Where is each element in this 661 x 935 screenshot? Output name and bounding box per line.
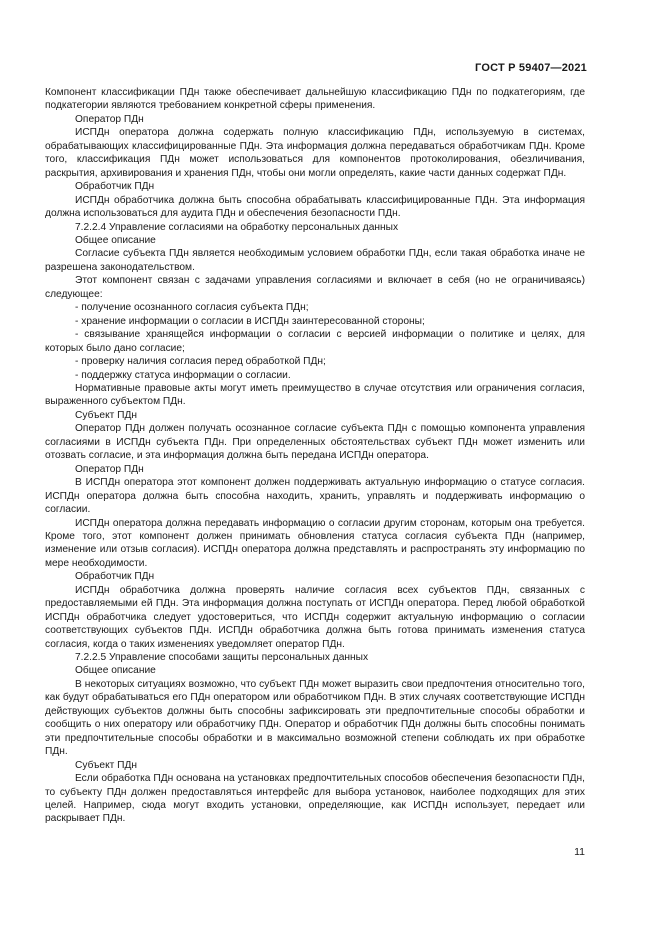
paragraph: ИСПДн обработчика должна проверять наличие согласия всех субъектов ПДн, связанных с предоставляемыми ей ПДн. Эта информация должна поступать от ИСПДн оператора. Перед любой обработкой ИСПДн обработчика следует удостовериться, что ИСПДн содержит актуальную информацию о согласии соответствующих субъектов ПДн. ИСПДн обработчика должна быть готова принимать изменения статуса согласия, когда о таких изменениях уведомляет оператор ПДн.	[45, 584, 585, 650]
paragraph: Обработчик ПДн	[75, 571, 155, 583]
paragraph: В некоторых ситуациях возможно, что субъект ПДн может выразить свои предпочтения относительно того, как будут обрабатываться его ПДн оператором или обработчиком ПДн. В этих случаях соответствующие ИСПДн действующих субъектов должны быть способны зафиксировать эти предпочтительные способы обработки и сообщить о них оператору или обработчику ПДн. Оператор и обработчик ПДн должны быть способны понимать эти предпочтительные способы обработки и в максимально возможной степени соблюдать их при обработке ПДн.	[45, 678, 585, 758]
paragraph: Если обработка ПДн основана на установках предпочтительных способов обеспечения безопасности ПДн, то субъекту ПДн должен предоставляться интерфейс для выбора установок, наиболее подходящих для этих целей. Например, сюда могут входить установки, определяющие, как ИСПДн использует, передает или раскрывает ПДн.	[45, 773, 585, 825]
paragraph: Этот компонент связан с задачами управления согласиями и включает в себя (но не ограничиваясь) следующее:	[45, 275, 585, 300]
paragraph: Субъект ПДн	[75, 409, 138, 421]
paragraph: - проверку наличия согласия перед обработкой ПДн;	[75, 356, 326, 368]
paragraph: Оператор ПДн	[75, 113, 144, 125]
document-body	[45, 86, 585, 826]
page-number: 11	[574, 846, 585, 858]
paragraph: - связывание хранящейся информации о согласии с версией информации о политике и целях, для которых было дано согласие;	[45, 329, 585, 354]
paragraph: - получение осознанного согласия субъекта ПДн;	[75, 302, 309, 314]
paragraph: 7.2.2.4 Управление согласиями на обработку персональных данных	[75, 221, 399, 233]
paragraph: Субъект ПДн	[75, 759, 138, 771]
paragraph: Общее описание	[75, 234, 156, 246]
paragraph: Компонент классификации ПДн также обеспечивает дальнейшую классификацию ПДн по подкатегориям, где подкатегории являются требованием конкретной сферы применения.	[45, 87, 585, 112]
paragraph: - поддержку статуса информации о согласии.	[75, 369, 291, 381]
paragraph: Оператор ПДн должен получать осознанное согласие субъекта ПДн с помощью компонента управления согласиями в ИСПДн субъекта ПДн. При определенных обстоятельствах субъект ПДн может изменить или отозвать согласие, и эта информация должна быть передана ИСПДн оператора.	[45, 423, 585, 462]
paragraph: Согласие субъекта ПДн является необходимым условием обработки ПДн, если такая обработка иначе не разрешена законодательством.	[45, 248, 585, 273]
paragraph: Обработчик ПДн	[75, 181, 155, 193]
paragraph: - хранение информации о согласии в ИСПДн заинтересованной стороны;	[75, 315, 425, 327]
paragraph: 7.2.2.5 Управление способами защиты персональных данных	[75, 652, 369, 664]
standard-designation: ГОСТ Р 59407—2021	[475, 62, 587, 74]
paragraph: ИСПДн оператора должна передавать информацию о согласии другим сторонам, которым она требуется. Кроме того, этот компонент должен принимать обновления статуса согласия субъекта ПДн (например, изменение или отзыв согласия). ИСПДн оператора должна представлять и распространять эту информацию по мере необходимости.	[45, 517, 585, 569]
paragraph: В ИСПДн оператора этот компонент должен поддерживать актуальную информацию о статусе согласия. ИСПДн оператора должна быть способна находить, хранить, управлять и поддерживать информацию о согласии.	[45, 477, 585, 516]
paragraph: ИСПДн оператора должна содержать полную классификацию ПДн, используемую в системах, обрабатывающих классифицированные ПДн. Эта информация должна передаваться обработчикам ПДн. Кроме того, классификация ПДн может использоваться для компонентов протоколирования, обезличивания, раскрытия, архивирования и хранения ПДн, чтобы они могли определять, какие части данных содержат ПДн.	[45, 127, 585, 179]
paragraph: Оператор ПДн	[75, 463, 144, 475]
paragraph: Нормативные правовые акты могут иметь преимущество в случае отсутствия или ограничения согласия, выраженного субъектом ПДн.	[45, 382, 585, 408]
paragraph: Общее описание	[75, 665, 156, 677]
paragraph: ИСПДн обработчика должна быть способна обрабатывать классифицированные ПДн. Эта информация должна использоваться для аудита ПДн и обеспечения безопасности ПДн.	[45, 194, 585, 220]
